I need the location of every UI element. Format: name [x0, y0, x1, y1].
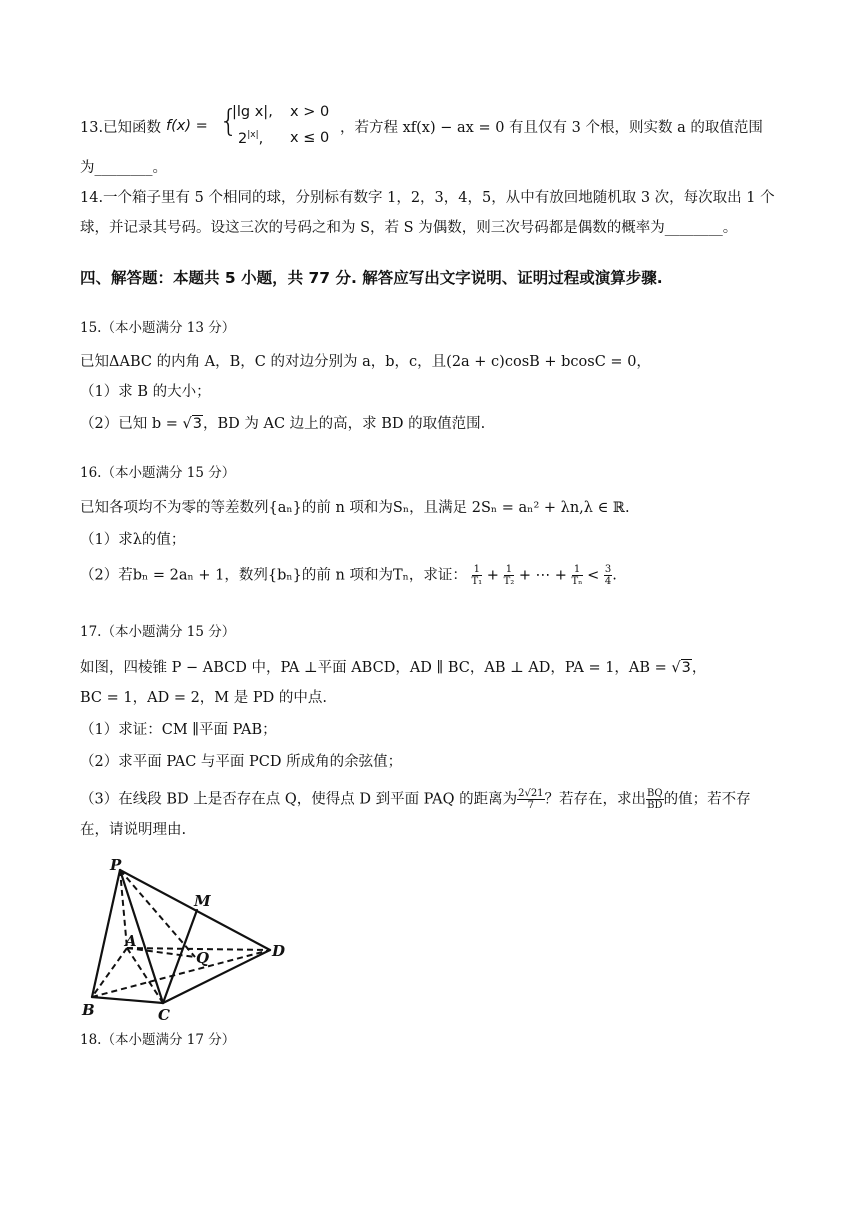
edge-PB	[92, 870, 120, 997]
q16-frac-4-num: 3	[604, 564, 612, 575]
q13-case2-sup: |x|	[247, 130, 259, 140]
q17-header: 17.（本小题满分 15 分）	[80, 624, 236, 640]
q17-ratio-den: BD	[647, 800, 663, 811]
edge-BD	[92, 950, 270, 997]
label-D: D	[272, 942, 286, 960]
q17-ratio-frac	[646, 788, 664, 811]
pyramid-figure	[80, 850, 310, 1025]
q13-case2-comma: ,	[258, 130, 264, 147]
q16-part2	[80, 564, 617, 587]
q17-part3-a: （3）在线段 BD 上是否存在点 Q，使得点 D 到平面 PAQ 的距离为	[80, 791, 518, 808]
q17-distance-num: 2√21	[518, 788, 544, 799]
label-P: P	[110, 856, 122, 874]
q16-part2-a: （2）若bₙ = 2aₙ + 1，数列{bₙ}的前 n 项和为Tₙ，求证：	[80, 567, 467, 584]
q16-frac-2-den: T₂	[503, 576, 515, 587]
q16-frac-4	[604, 564, 612, 587]
edge-BC	[92, 997, 163, 1003]
label-M: M	[194, 892, 211, 910]
q18-header: 18.（本小题满分 17 分）	[80, 1032, 236, 1048]
q17-distance-frac	[517, 788, 544, 811]
q13-line2: 为________。	[80, 160, 167, 176]
q16-stem: 已知各项均不为零的等差数列{aₙ}的前 n 项和为Sₙ，且满足 2Sₙ = aₙ² + λn,λ ∈ ℝ.	[80, 500, 630, 516]
q16-frac-1	[472, 564, 483, 587]
label-B: B	[82, 1001, 95, 1019]
q17-line2: BC = 1，AD = 2，M 是 PD 的中点.	[80, 690, 327, 706]
q17-part2: （2）求平面 PAC 与平面 PCD 所成角的余弦值；	[80, 754, 403, 770]
q16-end: .	[612, 567, 617, 584]
q15-part2-b: ，BD 为 AC 边上的高，求 BD 的取值范围.	[202, 416, 486, 432]
q14-line1: 14.一个箱子里有 5 个相同的球，分别标有数字 1，2，3，4，5，从中有放回地随机取 3 次，每次取出 1 个	[80, 190, 775, 206]
q16-plus-1: +	[482, 567, 504, 584]
q16-frac-1-num: 1	[472, 564, 483, 576]
q13-case2	[238, 130, 263, 147]
q16-frac-2-num: 1	[504, 564, 515, 576]
q15-part2-a: （2）已知 b =	[80, 416, 183, 432]
q16-frac-4-den: 4	[604, 576, 612, 587]
label-A: A	[125, 932, 137, 950]
q17-distance-den: 7	[527, 800, 534, 811]
q16-plus-2: + ⋯ +	[514, 567, 572, 584]
q13-suffix-text: ，若方程 xf(x) − ax = 0 有且仅有 3 个根，则实数 a 的取值范围	[340, 120, 763, 136]
q16-lt: <	[582, 567, 604, 584]
q13-fname: f(x) =	[166, 118, 208, 134]
edge-AC	[127, 948, 163, 1003]
q17-part1: （1）求证：CM ∥平面 PAB；	[80, 722, 277, 738]
q13-case2-cond: x ≤ 0	[290, 130, 330, 146]
q15-sqrt-sign: √	[182, 416, 192, 432]
q15-sqrt-value: 3	[192, 416, 202, 432]
q16-header: 16.（本小题满分 15 分）	[80, 465, 236, 481]
q17-part3-c: 的值；若不存	[663, 791, 751, 808]
q16-frac-1-den: T₁	[471, 576, 483, 587]
q13-case2-base: 2	[238, 130, 248, 147]
q13-prefix: 13.已知函数	[80, 120, 162, 136]
q17-part3-line2: 在，请说明理由.	[80, 822, 187, 838]
section-heading: 四、解答题：本题共 5 小题，共 77 分. 解答应写出文字说明、证明过程或演算步骤.	[80, 269, 663, 287]
q17-ratio-num: BQ	[647, 788, 663, 799]
q17-sqrt-sign: √	[671, 660, 681, 676]
q13-line1	[80, 118, 161, 138]
q16-frac-3	[572, 564, 583, 587]
q17-part3-b: ？若存在，求出	[544, 791, 647, 808]
q17-line1	[80, 658, 706, 678]
q16-part1: （1）求λ的值；	[80, 532, 186, 548]
q17-sqrt-value: 3	[681, 660, 691, 676]
q13-brace: {	[219, 104, 239, 139]
label-C: C	[158, 1006, 170, 1024]
q16-frac-2	[504, 564, 515, 587]
q17-line1-a: 如图，四棱锥 P − ABCD 中，PA ⊥平面 ABCD，AD ∥ BC，AB ⊥ AD，PA = 1，AB =	[80, 660, 672, 676]
q15-part2	[80, 414, 485, 434]
q17-line1-b: ，	[691, 660, 707, 676]
q16-frac-3-den: Tₙ	[571, 576, 583, 587]
q17-part3	[80, 788, 751, 811]
q14-line2: 球，并记录其号码。设这三次的号码之和为 S，若 S 为偶数，则三次号码都是偶数的概率为________。	[80, 220, 738, 236]
label-Q: Q	[196, 949, 210, 967]
q15-part1: （1）求 B 的大小；	[80, 384, 211, 400]
q13-case1-cond: x > 0	[290, 104, 330, 120]
q15-header: 15.（本小题满分 13 分）	[80, 320, 236, 336]
q15-stem: 已知ΔABC 的内角 A，B，C 的对边分别为 a，b，c，且(2a + c)cosB + bcosC = 0，	[80, 354, 651, 370]
q13-case1-expr: |lg x|,	[232, 104, 273, 120]
q16-frac-3-num: 1	[572, 564, 583, 576]
